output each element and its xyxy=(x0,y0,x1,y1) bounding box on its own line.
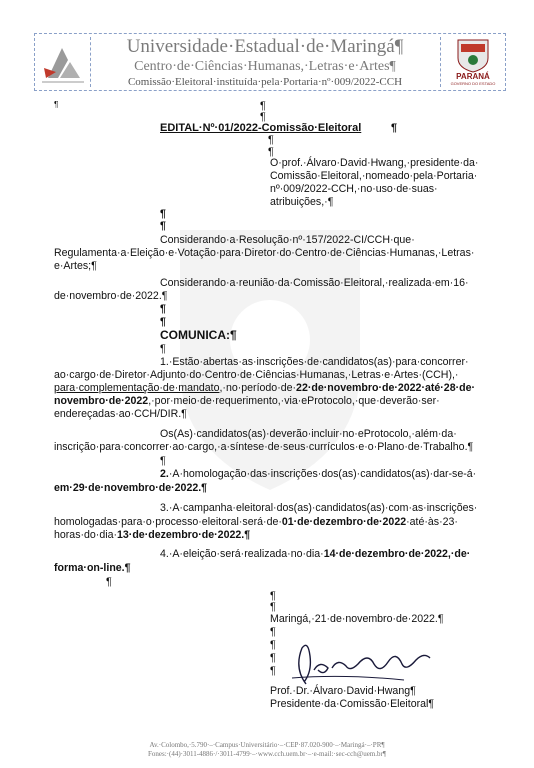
item-1 xyxy=(54,395,440,408)
para-mark: ¶ xyxy=(270,665,276,677)
para-mark: ¶ xyxy=(160,343,166,355)
item-1-bold-dates: novembro·de·2022 xyxy=(54,395,149,407)
para-mark: ¶ xyxy=(268,134,274,146)
footer-contacts: Fones:·(44)·3011-4886·/·3011-4799·–·www.cch.uem.br·–·e-mail:·sec-cch@uem.br¶ xyxy=(147,750,386,758)
item-3 xyxy=(54,516,458,529)
university-name: Universidade·Estadual·de·Maringá¶ xyxy=(126,36,404,57)
item-1 xyxy=(54,382,475,395)
signatory-role: Presidente·da·Comissão·Eleitoral¶ xyxy=(270,698,435,710)
considerando-1: Regulamenta·a·Eleição·e·Votação·para·Diretor·do·Centro·de·Ciências·Humanas,·Letras· xyxy=(54,247,475,259)
item-2-text: ·A·homologação·das·inscrições·dos(as)·candidatos(as)·dar-se-á· xyxy=(168,468,477,480)
item-1-bold-dates: 22·de·novembro·de·2022·até·28·de· xyxy=(296,382,476,394)
para-mark: ¶ xyxy=(260,111,266,123)
para-mark: ¶ xyxy=(270,652,276,664)
para-mark: ¶ xyxy=(160,455,166,467)
para-mark: ¶ xyxy=(270,601,276,613)
item-1-underlined: para·complementação·de·mandato xyxy=(54,382,220,394)
parana-logo-text: PARANÁ xyxy=(456,72,490,81)
para-mark: ¶ xyxy=(160,303,166,315)
item-4-text: 4.·A·eleição·será·realizada·no·dia· xyxy=(160,548,324,560)
considerando-1: e·Artes;¶ xyxy=(54,260,97,272)
considerando-2: de·novembro·de·2022.¶ xyxy=(54,290,168,302)
commission-line: Comissão·Eleitoral·instituída·pela·Portaria·nº·009/2022-CCH xyxy=(127,76,403,88)
place-date: Maringá,·21·de·novembro·de·2022.¶ xyxy=(270,613,444,625)
considerando-1: Considerando·a·Resolução·nº·157/2022-CI/CCH·que· xyxy=(160,234,415,246)
intro-line: atribuições,·¶ xyxy=(270,196,334,208)
intro-line: Comissão·Eleitoral,·nomeado·pela·Portaria· xyxy=(270,170,478,182)
center-name: Centro·de·Ciências·Humanas,·Letras·e·Artes¶ xyxy=(134,59,396,74)
item-3-text: .¶ xyxy=(241,529,251,541)
edital-title: EDITAL·Nº·01/2022-Comissão·Eleitoral xyxy=(160,122,362,134)
item-2-number: 2. xyxy=(160,468,169,480)
intro-line: O·prof.·Álvaro·David·Hwang,·presidente·da· xyxy=(270,157,479,169)
para-mark: ¶ xyxy=(391,122,398,134)
para-mark: ¶ xyxy=(270,590,276,602)
item-3-text: homologadas·para·o·processo·eleitoral·será·de· xyxy=(54,516,282,528)
uem-logo-icon xyxy=(40,38,86,86)
item-1: 1.·Estão·abertas·as·inscrições·de·candidatos(as)·para·concorrer· xyxy=(160,356,469,368)
intro-line: nº·009/2022-CCH,·no·uso·de·suas· xyxy=(270,183,438,195)
para-mark: ¶ xyxy=(260,100,266,112)
item-3: 3.·A·campanha·eleitoral·dos(as)·candidatos(as)·com·as·inscrições· xyxy=(160,502,478,514)
signatory-name: Prof.·Dr.·Álvaro·David·Hwang¶ xyxy=(270,685,416,697)
footer-address: Av.·Colombo,·5.790·–·Campus·Universitário·–·CEP·87.020-900·–·Maringá·–·PR¶ xyxy=(149,741,385,749)
item-3-bold-date: 13·de·dezembro·de·2022 xyxy=(117,529,242,541)
item-1-note: inscrição·para·concorrer·ao·cargo,·a·síntese·de·seus·currículos·e·o·Plano·de·Trabalho.¶ xyxy=(54,441,474,453)
item-4-bold-date: 14·de·dezembro·de·2022,·de· xyxy=(323,548,471,560)
item-2 xyxy=(160,468,476,481)
item-1: endereçadas·ao·CCH/DIR.¶ xyxy=(54,408,187,420)
para-mark: ¶ xyxy=(270,639,276,651)
considerando-2: Considerando·a·reunião·da·Comissão·Eleitoral,·realizada·em·16· xyxy=(160,277,469,289)
para-mark: ¶ xyxy=(268,146,274,158)
item-1-text: ,·por·meio·de·requerimento,·via·eProtocolo,·que·deverão·ser· xyxy=(148,395,440,407)
item-1-text: ,·no·período·de· xyxy=(219,382,297,394)
para-mark: ¶ xyxy=(160,220,166,232)
para-mark: ¶ xyxy=(160,316,166,328)
item-3 xyxy=(54,529,250,542)
para-mark: ¶ xyxy=(270,626,276,638)
item-4 xyxy=(160,548,470,561)
item-3-text: horas·do·dia· xyxy=(54,529,118,541)
header-divider-right xyxy=(440,37,441,87)
item-1-note: Os(As)·candidatos(as)·deverão·incluir·no·eProtocolo,·além·da· xyxy=(160,428,457,440)
para-mark: ¶ xyxy=(54,100,59,109)
item-3-bold-date: 01·de·dezembro·de·2022 xyxy=(281,516,407,528)
para-mark: ¶ xyxy=(106,576,112,588)
item-1: ao·cargo·de·Diretor·Adjunto·do·Centro·de·Ciências·Humanas,·Letras·e·Artes·(CCH),· xyxy=(54,369,459,381)
header-divider-left xyxy=(90,37,91,87)
para-mark: ¶ xyxy=(160,208,166,220)
handwritten-signature xyxy=(284,638,434,688)
comunica-heading: COMUNICA:¶ xyxy=(160,328,237,342)
item-3-text: ·até·às·23· xyxy=(406,516,458,528)
parana-logo-subtext: GOVERNO DO ESTADO xyxy=(450,81,496,86)
item-2: em·29·de·novembro·de·2022.¶ xyxy=(54,482,208,494)
item-4: forma·on-line.¶ xyxy=(54,562,131,574)
